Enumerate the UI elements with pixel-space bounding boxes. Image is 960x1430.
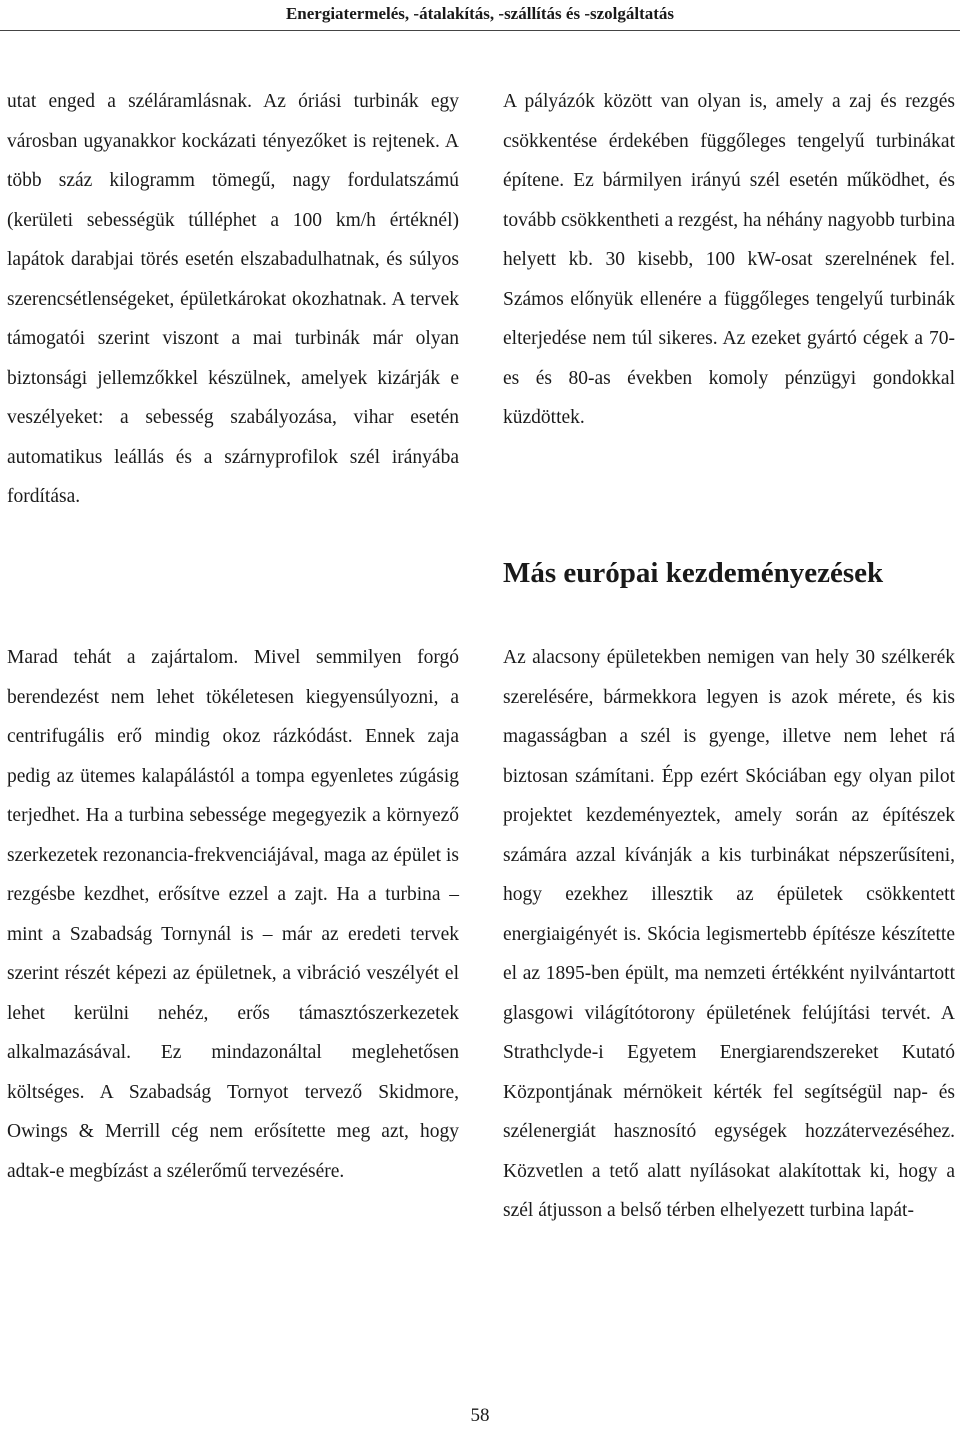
header-divider [0, 30, 960, 31]
left-column-top [7, 82, 459, 517]
paragraph-turbine-risks: utat enged a széláramlásnak. Az óriási turbinák egy városban ugyanakkor kockázati tényezőket is rejtenek. A több száz kilogramm tömegű, nagy fordulatszámú (kerületi sebességük túlléphet a 100 km/h értéknél) lapátok darabjai törés esetén elszabadulhatnak, és súlyos szerencsétlenségeket, épületkárokat okozhatnak. A tervek támogatói szerint viszont a mai turbinák már olyan biztonsági jellemzőkkel készülnek, amelyek kizárják e veszélyeket: a sebesség szabályozása, vihar esetén automatikus leállás és a szárnyprofilok szél irányába fordítása. [7, 91, 459, 507]
paragraph-vertical-axis: A pályázók között van olyan is, amely a zaj és rezgés csökkentése érdekében függőleges tengelyű turbinákat építene. Ez bármilyen irányú szél esetén működhet, és tovább csökkentheti a rezgést, ha néhány nagyobb turbina helyett kb. 30 kisebb, 100 kW-osat szerelnének fel. Számos előnyük ellenére a függőleges tengelyű turbinák elterjedése nem túl sikeres. Az ezeket gyártó cégek a 70-es és 80-as években komoly pénzügyi gondokkal küzdöttek. [503, 91, 955, 428]
page-number: 58 [470, 1405, 490, 1426]
running-header: Energiatermelés, -átalakítás, -szállítás és -szolgáltatás [285, 4, 675, 23]
paragraph-noise: Marad tehát a zajártalom. Mivel semmilyen forgó berendezést nem lehet tökéletesen kiegyensúlyozni, a centrifugális erő mindig okoz rázkódást. Ennek zaja pedig az ütemes kalapálástól a tompa egyenletes zúgásig terjedhet. Ha a turbina sebessége megegyezik a környező szerkezetek rezonancia-frekvenciájával, maga az épület is rezgésbe kezdhet, erősítve ezzel a zajt. Ha a turbina – mint a Szabadság Tornynál is – már az eredeti tervek szerint részét képezi az épületnek, a vibráció veszélyét el lehet kerülni nehéz, erős támasztószerkezetek alkalmazásával. Ez mindazonáltal meglehetősen költséges. A Szabadság Tornyot tervező Skidmore, Owings & Merrill cég nem erősítette meg azt, hogy adtak-e megbízást a szélerőmű tervezésére. [7, 647, 459, 1182]
paragraph-european-initiatives: Az alacsony épületekben nemigen van hely 30 szélkerék szerelésére, bármekkora legyen is azok mérete, és kis magasságban a szél is gyenge, illetve nem lehet rá biztosan számítani. Épp ezért Skóciában egy olyan pilot projektet kezdeményeztek, amely során az építészek számára azzal kívánják a kis turbinákat népszerűsíteni, hogy ezekhez illesztik az épületek csökkentett energiaigényét is. Skócia legismertebb építésze készítette el az 1895-ben épült, ma nemzeti értékként nyilvántartott glasgowi világítótorony épületének felújítási tervét. A Strathclyde-i Egyetem Energiarendszereket Kutató Központjának mérnökeit kérték fel segítségül nap- és szélenergiát hasznosító egységek hozzátervezéséhez. Közvetlen a tető alatt nyílásokat alakítottak ki, hogy a szél átjusson a belső térben elhelyezett turbina lapát- [503, 647, 955, 1221]
left-column-bottom [7, 638, 459, 1191]
right-column-top [503, 82, 955, 438]
section-heading: Más európai kezdeményezések [503, 557, 884, 589]
right-column-bottom [503, 638, 955, 1231]
